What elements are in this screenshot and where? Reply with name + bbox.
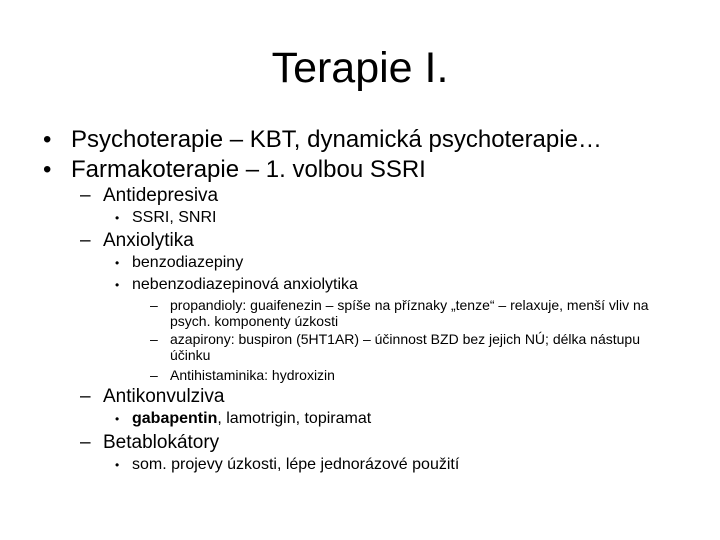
anxiolytics-subitem: [150, 297, 650, 329]
dash-mark: –: [80, 230, 91, 251]
betablockers-item-text: som. projevy úzkosti, lépe jednorázové použití: [132, 456, 460, 473]
dash-mark: –: [150, 297, 158, 313]
anxiolytics-subitem-text: azapirony: buspiron (5HT1AR) – účinnost BZD bez jejich NÚ; délka nástupu účinku: [170, 331, 641, 363]
bullet-mark: •: [115, 256, 120, 270]
dash-mark: –: [80, 432, 91, 453]
betablockers-item: [115, 455, 459, 475]
slide-title: Terapie I.: [271, 44, 449, 92]
anxiolytics-subitem-text: propandioly: guaifenezin – spíše na příznaky „tenze“ – relaxuje, menší vliv na psych. komponenty úzkosti: [170, 297, 649, 329]
anxiolytics-item: [115, 253, 243, 273]
bullet-mark: •: [115, 278, 120, 292]
bullet-mark: •: [115, 211, 120, 225]
bullet-psychotherapy: [43, 126, 602, 154]
anxiolytics-item-text: nebenzodiazepinová anxiolytika: [132, 276, 358, 293]
sub-betablockers: [80, 432, 219, 454]
anticonvulsants-item: [115, 409, 371, 429]
antidepressants-item-text: SSRI, SNRI: [132, 209, 217, 226]
anxiolytics-subitem-text: Antihistaminika: hydroxizin: [170, 367, 335, 383]
sub-antidepressants-label: Antidepresiva: [103, 185, 219, 206]
bullet-mark: •: [43, 156, 52, 183]
sub-anticonvulsants: [80, 386, 224, 408]
dash-mark: –: [80, 185, 91, 206]
sub-anxiolytics: [80, 230, 194, 252]
bullet-pharmacotherapy-text: Farmakoterapie – 1. volbou SSRI: [71, 156, 426, 183]
bullet-psychotherapy-text: Psychoterapie – KBT, dynamická psychoterapie…: [71, 126, 602, 153]
sub-anxiolytics-label: Anxiolytika: [103, 230, 194, 251]
anxiolytics-item-text: benzodiazepiny: [132, 254, 244, 271]
bullet-mark: •: [115, 412, 120, 426]
bullet-mark: •: [43, 126, 52, 153]
anticonvulsants-other: , lamotrigin, topiramat: [217, 410, 372, 427]
dash-mark: –: [150, 367, 158, 383]
gabapentin-bold: gabapentin: [132, 410, 218, 427]
dash-mark: –: [80, 386, 91, 407]
anxiolytics-subitem: [150, 367, 650, 383]
sub-anticonvulsants-label: Antikonvulziva: [103, 386, 225, 407]
antidepressants-item: [115, 208, 216, 228]
anxiolytics-subitem: [150, 331, 650, 363]
dash-mark: –: [150, 331, 158, 347]
anxiolytics-item: [115, 275, 358, 295]
anticonvulsants-item-text: [132, 410, 371, 427]
bullet-mark: •: [115, 458, 120, 472]
sub-betablockers-label: Betablokátory: [103, 432, 220, 453]
bullet-pharmacotherapy: [43, 156, 426, 184]
sub-antidepressants: [80, 185, 218, 207]
